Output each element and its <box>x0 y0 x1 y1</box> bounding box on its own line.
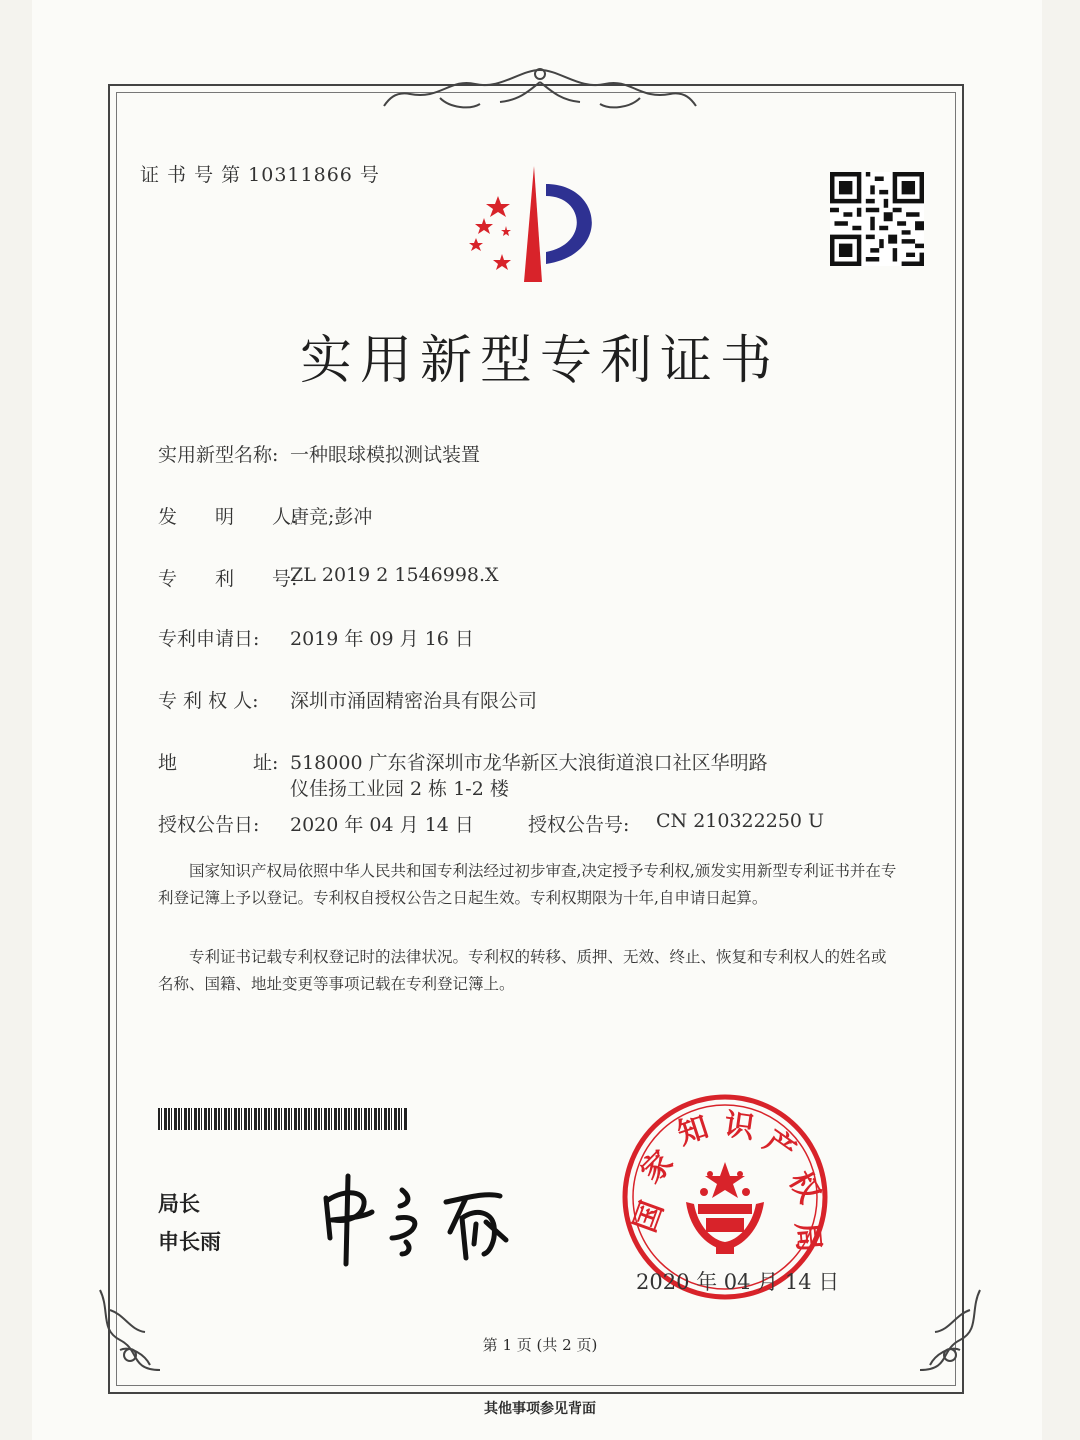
bottom-right-ornament <box>880 1270 990 1380</box>
patent-holder-label: 专 利 权 人: <box>158 690 259 712</box>
barcode-icon <box>158 1108 408 1130</box>
svg-text:知: 知 <box>673 1109 713 1153</box>
inventor-value: 唐竞;彭冲 <box>290 506 373 528</box>
svg-text:家: 家 <box>634 1144 681 1191</box>
patent-logo-icon <box>462 164 612 284</box>
grant-date-value: 2020 年 04 月 14 日 <box>290 814 474 836</box>
address-label: 地 址: <box>158 752 279 774</box>
name-value: 一种眼球模拟测试装置 <box>290 444 481 466</box>
director-title: 局长 <box>158 1192 200 1216</box>
inventor-label: 发 明 人: <box>158 506 298 528</box>
address-line-2: 仪佳扬工业园 2 栋 1-2 楼 <box>290 778 509 800</box>
director-name: 申长雨 <box>158 1230 221 1254</box>
footer-note: 其他事项参见背面 <box>484 1401 596 1417</box>
svg-text:权: 权 <box>781 1165 827 1209</box>
grant-date-label: 授权公告日: <box>158 814 260 836</box>
patent-holder-value: 深圳市涌固精密治具有限公司 <box>290 690 538 712</box>
address-line-1: 518000 广东省深圳市龙华新区大浪街道浪口社区华明路 <box>290 752 768 774</box>
grant-number-label: 授权公告号: <box>528 814 630 836</box>
certificate-number: 证 书 号 第 10311866 号 <box>140 164 380 186</box>
body-paragraph-2: 专利证书记载专利权登记时的法律状况。专利权的转移、质押、无效、终止、恢复和专利权人的姓名或名称、国籍、地址变更等事项记载在专利登记簿上。 <box>158 948 887 993</box>
grant-number-value: CN 210322250 U <box>656 810 825 832</box>
bottom-left-ornament <box>90 1270 200 1380</box>
director-signature <box>316 1168 526 1268</box>
top-ornament <box>380 60 700 120</box>
name-label: 实用新型名称: <box>158 444 279 466</box>
svg-text:产: 产 <box>757 1123 802 1170</box>
body-paragraph-1: 国家知识产权局依照中华人民共和国专利法经过初步审查,决定授予专利权,颁发实用新型专利证书并在专利登记簿上予以登记。专利权自授权公告之日起生效。专利权期限为十年,自申请日起算。 <box>158 862 897 907</box>
seal-date: 2020 年 04 月 14 日 <box>636 1270 840 1294</box>
qr-code-icon <box>830 172 924 266</box>
page-number: 第 1 页 (共 2 页) <box>482 1336 598 1354</box>
application-date-label: 专利申请日: <box>158 628 260 650</box>
application-date-value: 2019 年 09 月 16 日 <box>290 628 474 650</box>
inner-frame <box>116 92 956 1386</box>
patent-number-label: 专 利 号: <box>158 568 298 590</box>
svg-text:国: 国 <box>627 1196 671 1237</box>
svg-text:识: 识 <box>722 1107 757 1147</box>
patent-number-value: ZL 2019 2 1546998.X <box>290 564 499 586</box>
svg-text:局: 局 <box>788 1220 827 1254</box>
document-title: 实用新型专利证书 <box>299 331 780 391</box>
